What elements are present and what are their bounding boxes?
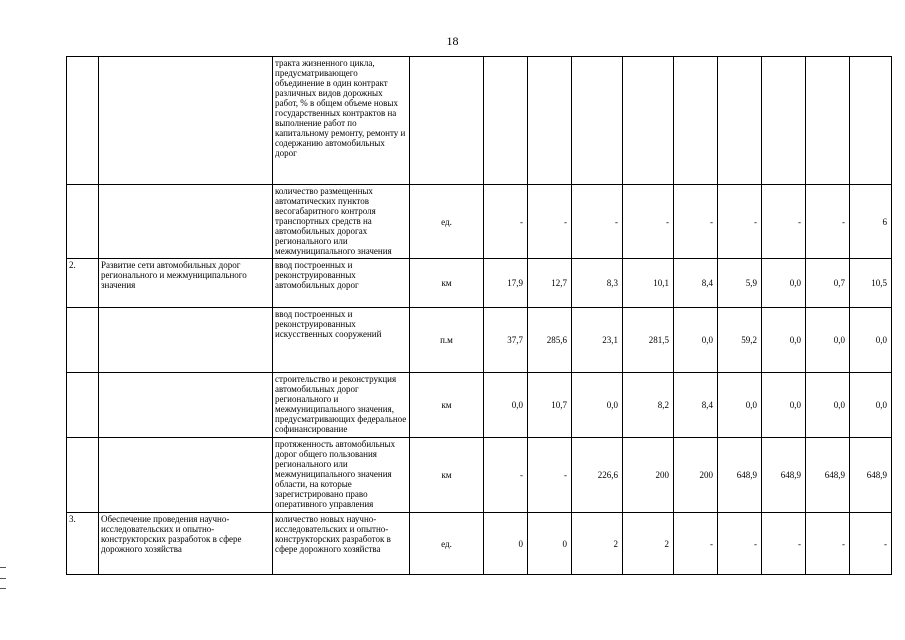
- value-cell: -: [850, 513, 892, 575]
- value-cell: 8,2: [623, 373, 674, 438]
- unit-cell: км: [410, 259, 484, 308]
- value-cell: 226,6: [572, 438, 623, 513]
- value-cell: 281,5: [623, 308, 674, 373]
- activity-name-cell: Обеспечение проведения научно-исследовательских и опытно-конструкторских разработок в сфере дорожного хозяйства: [99, 513, 273, 575]
- value-cell: 0,0: [806, 373, 850, 438]
- indicator-cell: строительство и реконструкция автомобильных дорог регионального и межмуниципального значения, предусматривающих федеральное софинансирование: [273, 373, 410, 438]
- value-cell: 0,0: [572, 373, 623, 438]
- unit-cell: км: [410, 438, 484, 513]
- value-cell: 0,7: [806, 259, 850, 308]
- unit-cell: [410, 57, 484, 185]
- indicator-cell: количество размещенных автоматических пунктов весогабаритного контроля транспортных средств на автомобильных дорогах регионального или межмуниципального значения: [273, 185, 410, 259]
- value-cell: -: [718, 513, 762, 575]
- table-row: [67, 57, 892, 185]
- indicator-cell: ввод построенных и реконструированных автомобильных дорог: [273, 259, 410, 308]
- row-number-cell: [67, 57, 99, 185]
- value-cell: 37,7: [484, 308, 528, 373]
- value-cell: 17,9: [484, 259, 528, 308]
- value-cell: 8,4: [674, 373, 718, 438]
- value-cell: -: [623, 185, 674, 259]
- value-cell: 648,9: [762, 438, 806, 513]
- value-cell: 0,0: [674, 308, 718, 373]
- activity-name-cell: [99, 57, 273, 185]
- table-body: [67, 57, 892, 575]
- value-cell: 12,7: [528, 259, 572, 308]
- indicator-cell: тракта жизненного цикла, предусматривающего объединение в один контракт различных видов дорожных работ, % в общем объеме новых государственных контрактов на выполнение работ по капитальному ремонту, ремонту и содержанию автомобильных дорог: [273, 57, 410, 185]
- table-row: [67, 513, 892, 575]
- row-number-cell: 2.: [67, 259, 99, 308]
- unit-cell: ед.: [410, 185, 484, 259]
- row-number-cell: [67, 308, 99, 373]
- value-cell: 2: [623, 513, 674, 575]
- value-cell: 23,1: [572, 308, 623, 373]
- value-cell: -: [484, 438, 528, 513]
- value-cell: 0,0: [762, 373, 806, 438]
- value-cell: 0,0: [850, 308, 892, 373]
- table-row: [67, 185, 892, 259]
- value-cell: 10,7: [528, 373, 572, 438]
- activity-name-cell: [99, 185, 273, 259]
- value-cell: -: [674, 513, 718, 575]
- value-cell: 648,9: [850, 438, 892, 513]
- page-number: 18: [446, 34, 459, 48]
- value-cell: 648,9: [718, 438, 762, 513]
- value-cell: [623, 57, 674, 185]
- value-cell: -: [528, 438, 572, 513]
- unit-cell: ед.: [410, 513, 484, 575]
- table-row: [67, 373, 892, 438]
- value-cell: -: [762, 513, 806, 575]
- indicator-cell: количество новых научно-исследовательских и опытно-конструкторских разработок в сфере дорожного хозяйства: [273, 513, 410, 575]
- value-cell: 0,0: [718, 373, 762, 438]
- table-row: [67, 308, 892, 373]
- unit-cell: п.м: [410, 308, 484, 373]
- margin-tick: [0, 567, 6, 568]
- value-cell: 0,0: [806, 308, 850, 373]
- value-cell: [806, 57, 850, 185]
- value-cell: 0,0: [850, 373, 892, 438]
- value-cell: [484, 57, 528, 185]
- value-cell: 6: [850, 185, 892, 259]
- indicator-cell: протяженность автомобильных дорог общего пользования регионального или межмуниципального значения области, на которые зарегистрировано право оперативного управления: [273, 438, 410, 513]
- table-row: [67, 438, 892, 513]
- value-cell: -: [572, 185, 623, 259]
- row-number-cell: [67, 373, 99, 438]
- row-number-cell: 3.: [67, 513, 99, 575]
- value-cell: 0,0: [762, 308, 806, 373]
- value-cell: -: [484, 185, 528, 259]
- value-cell: 200: [674, 438, 718, 513]
- indicators-table: [66, 56, 892, 575]
- value-cell: 10,1: [623, 259, 674, 308]
- activity-name-cell: Развитие сети автомобильных дорог регионального и межмуниципального значения: [99, 259, 273, 308]
- value-cell: 10,5: [850, 259, 892, 308]
- table-row: [67, 259, 892, 308]
- value-cell: 648,9: [806, 438, 850, 513]
- value-cell: [850, 57, 892, 185]
- activity-name-cell: [99, 438, 273, 513]
- indicator-cell: ввод построенных и реконструированных искусственных сооружений: [273, 308, 410, 373]
- row-number-cell: [67, 185, 99, 259]
- value-cell: 0: [484, 513, 528, 575]
- value-cell: -: [806, 185, 850, 259]
- margin-tick: [0, 578, 6, 579]
- value-cell: -: [528, 185, 572, 259]
- value-cell: -: [718, 185, 762, 259]
- value-cell: 0,0: [762, 259, 806, 308]
- value-cell: 5,9: [718, 259, 762, 308]
- value-cell: -: [806, 513, 850, 575]
- value-cell: 8,4: [674, 259, 718, 308]
- value-cell: 59,2: [718, 308, 762, 373]
- value-cell: [674, 57, 718, 185]
- value-cell: [762, 57, 806, 185]
- value-cell: [718, 57, 762, 185]
- unit-cell: км: [410, 373, 484, 438]
- value-cell: 200: [623, 438, 674, 513]
- value-cell: 2: [572, 513, 623, 575]
- value-cell: 285,6: [528, 308, 572, 373]
- value-cell: [572, 57, 623, 185]
- value-cell: 8,3: [572, 259, 623, 308]
- row-number-cell: [67, 438, 99, 513]
- value-cell: [528, 57, 572, 185]
- value-cell: -: [762, 185, 806, 259]
- value-cell: 0: [528, 513, 572, 575]
- margin-tick: [0, 588, 6, 589]
- value-cell: 0,0: [484, 373, 528, 438]
- value-cell: -: [674, 185, 718, 259]
- activity-name-cell: [99, 308, 273, 373]
- activity-name-cell: [99, 373, 273, 438]
